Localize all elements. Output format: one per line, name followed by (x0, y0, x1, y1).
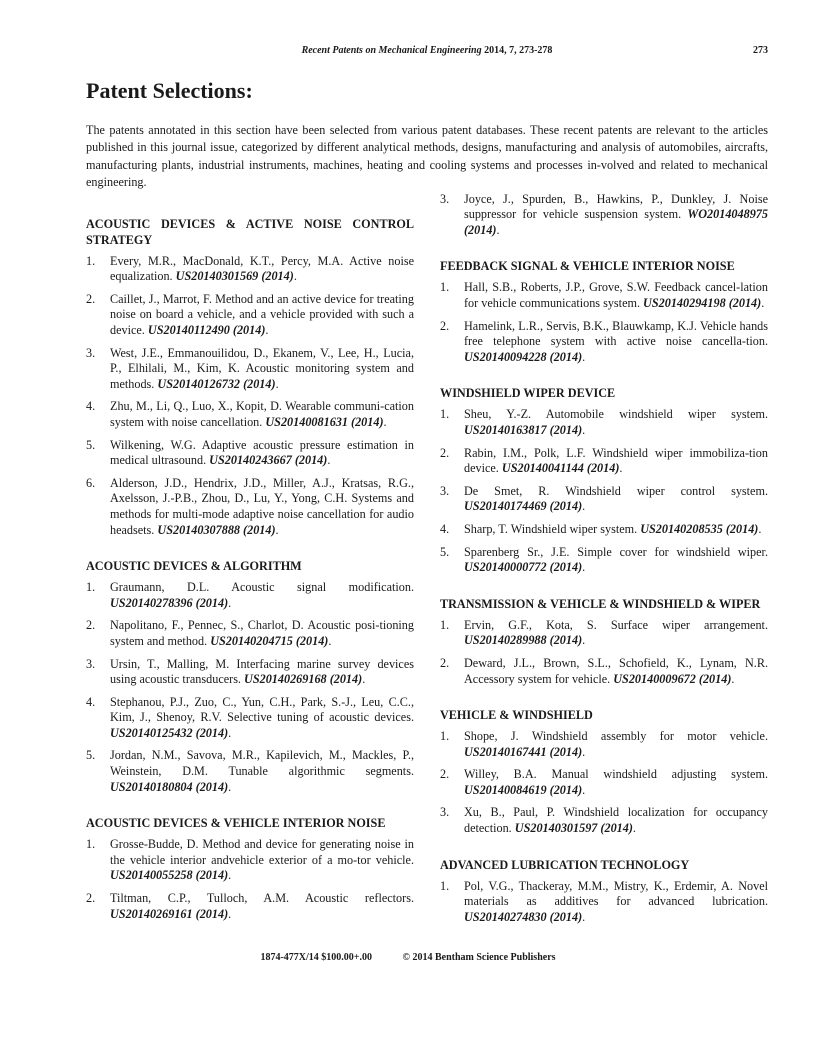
entry-number: 5. (86, 437, 96, 452)
entry-description: Deward, J.L., Brown, S.L., Schofield, K., Lynam, N.R. Accessory system for vehicle. (464, 655, 768, 686)
entry-text (464, 805, 768, 836)
entry-text (464, 192, 768, 239)
entry-period: . (582, 349, 586, 364)
entry-period: . (228, 868, 232, 883)
entry-description: Hall, S.B., Roberts, J.P., Grove, S.W. Feedback cancel-lation for vehicle communications system. (464, 280, 768, 310)
patent-number: US20140269161 (2014) (110, 906, 229, 921)
patent-entry (86, 891, 414, 922)
entry-period: . (228, 779, 232, 794)
entry-description: Napolitano, F., Pennec, S., Charlot, D. Acoustic posi-tioning system and method. (110, 618, 414, 648)
entry-number: 2. (440, 655, 450, 670)
patent-section (440, 258, 768, 365)
patent-number: US20140112490 (2014) (147, 323, 266, 337)
entry-period: . (293, 269, 297, 284)
entry-period: . (228, 906, 232, 921)
entry-description: West, J.E., Emmanouilidou, D., Ekanem, V., Lee, H., Lucia, P., Elhilali, M., Kim, K. Acoustic monitoring system and methods. (110, 345, 414, 391)
patent-entry (86, 292, 414, 339)
entry-text (464, 545, 768, 576)
entry-text (110, 476, 414, 538)
patent-entry (440, 192, 768, 239)
entry-text (110, 580, 414, 611)
patent-entry (440, 805, 768, 836)
entry-number: 1. (86, 837, 96, 852)
journal-citation: 2014, 7, 273-278 (481, 45, 553, 56)
entry-text (464, 319, 768, 366)
section-title: ACOUSTIC DEVICES & ALGORITHM (86, 559, 302, 574)
patent-number: US20140167441 (2014) (464, 744, 583, 759)
patent-entry (440, 319, 768, 366)
entry-description: Zhu, M., Li, Q., Luo, X., Kopit, D. Wearable communi-cation system with noise cancellation. (110, 399, 414, 429)
patent-number: US20140289988 (2014) (464, 633, 583, 648)
entry-number: 1. (86, 580, 96, 595)
entry-period: . (275, 376, 279, 391)
entry-period: . (582, 909, 586, 924)
patent-entry (86, 254, 414, 285)
entry-description: Rabin, I.M., Polk, L.F. Windshield wiper immobiliza-tion device. (464, 445, 768, 476)
page-title: Patent Selections: (86, 78, 253, 103)
entry-period: . (327, 453, 331, 468)
entry-description: Graumann, D.L. Acoustic signal modification. (110, 580, 414, 595)
patent-number: US20140094228 (2014) (464, 349, 583, 364)
entry-number: 3. (86, 345, 96, 360)
entry-period: . (383, 414, 387, 429)
patent-number: US20140041144 (2014) (501, 461, 620, 476)
patent-entry (86, 695, 414, 742)
entry-description: Xu, B., Paul, P. Windshield localization for occupancy detection. (464, 805, 768, 836)
entry-text (464, 280, 768, 311)
entry-text (110, 292, 414, 339)
entry-number: 1. (440, 617, 450, 632)
patent-number: US20140204715 (2014) (210, 633, 329, 648)
header-row (86, 44, 768, 60)
two-column-body (86, 192, 768, 926)
entry-description: Alderson, J.D., Hendrix, J.D., Miller, A.J., Kratsas, R.G., Axelsson, J.-P.B., Zhou, D., Lu, Y., Yong, C.H. Systems and methods for multi-mode adaptive noise cancellation for audio headsets. (110, 475, 414, 537)
entry-period: . (275, 522, 279, 537)
entry-text (110, 438, 414, 469)
patent-section (440, 707, 768, 837)
running-head (86, 44, 768, 58)
patent-section (86, 216, 414, 539)
entry-text (110, 891, 414, 922)
right-column (440, 192, 768, 926)
entry-period: . (731, 671, 735, 686)
entry-number: 1. (440, 280, 450, 295)
patent-section (440, 596, 768, 687)
entry-description: Sheu, Y.-Z. Automobile windshield wiper system. (464, 407, 768, 422)
patent-number: US20140208535 (2014) (640, 521, 759, 536)
patent-number: US20140243667 (2014) (209, 453, 328, 468)
entry-period: . (228, 595, 232, 610)
entry-description: Ursin, T., Malling, M. Interfacing marine survey devices using acoustic transducers. (110, 656, 414, 687)
entry-text (464, 767, 768, 798)
patent-number: US20140081631 (2014) (265, 414, 384, 429)
entry-text (464, 522, 768, 538)
patent-number: US20140269168 (2014) (244, 672, 363, 687)
entry-period: . (761, 296, 765, 310)
entry-description: Sparenberg Sr., J.E. Simple cover for windshield wiper. (464, 544, 768, 559)
patent-number: US20140307888 (2014) (157, 522, 276, 537)
entry-number: 4. (440, 521, 450, 536)
left-column (86, 192, 414, 923)
entry-number: 2. (440, 767, 450, 782)
entry-number: 2. (86, 618, 96, 633)
entry-description: Ervin, G.F., Kota, S. Surface wiper arrangement. (464, 617, 768, 632)
entry-description: Joyce, J., Spurden, B., Hawkins, P., Dunkley, J. Noise suppressor for vehicle suspension system. (464, 191, 768, 222)
entry-number: 4. (86, 694, 96, 709)
patent-entry (440, 484, 768, 515)
section-title: ADVANCED LUBRICATION TECHNOLOGY (440, 857, 690, 872)
entry-description: Grosse-Budde, D. Method and device for generating noise in the vehicle interior andvehicle exterior of a mo-tor vehicle. (110, 837, 414, 867)
patent-number: US20140301569 (2014) (175, 269, 294, 284)
entry-text (464, 407, 768, 438)
entry-number: 2. (86, 891, 96, 906)
patent-entry (86, 837, 414, 884)
patent-entry (86, 476, 414, 538)
patent-section (440, 192, 768, 239)
entry-number: 3. (440, 805, 450, 820)
entry-period: . (328, 633, 332, 648)
patent-section (440, 857, 768, 926)
patent-number: US20140055258 (2014) (110, 868, 229, 883)
entry-text (464, 656, 768, 687)
patent-entry (86, 346, 414, 393)
entry-text (464, 879, 768, 926)
entry-period: . (496, 222, 500, 237)
entry-period: . (582, 633, 586, 648)
patent-entry (86, 618, 414, 649)
entry-number: 1. (440, 878, 450, 893)
entry-number: 3. (86, 656, 96, 671)
entry-description: Willey, B.A. Manual windshield adjusting system. (464, 767, 768, 782)
patent-section (440, 385, 768, 575)
entry-description: Hamelink, L.R., Servis, B.K., Blauwkamp, K.J. Vehicle hands free telephone system with active noise cancella-tion. (464, 318, 768, 349)
patent-entry (440, 879, 768, 926)
patent-section (86, 815, 414, 922)
entry-text (464, 484, 768, 515)
patent-entry (86, 748, 414, 795)
entry-text (110, 618, 414, 649)
entry-number: 3. (440, 483, 450, 498)
section-title: ACOUSTIC DEVICES & ACTIVE NOISE CONTROL STRATEGY (86, 216, 414, 247)
patent-entry (440, 656, 768, 687)
entry-description: Tiltman, C.P., Tulloch, A.M. Acoustic reflectors. (110, 891, 414, 906)
patent-number: US20140174469 (2014) (464, 499, 583, 514)
journal-name: Recent Patents on Mechanical Engineering (301, 45, 482, 56)
patent-number: US20140126732 (2014) (157, 376, 276, 391)
patent-entry (440, 767, 768, 798)
entry-number: 1. (86, 253, 96, 268)
entry-text (110, 399, 414, 430)
section-title: FEEDBACK SIGNAL & VEHICLE INTERIOR NOISE (440, 259, 735, 274)
page-number: 273 (753, 45, 768, 56)
patent-section (86, 558, 414, 795)
entry-description: Caillet, J., Marrot, F. Method and an active device for treating noise on board a vehicle, and a vehicle provided with such a device. (110, 291, 414, 337)
patent-entry (440, 729, 768, 760)
entry-description: Stephanou, P.J., Zuo, C., Yun, C.H., Park, S.-J., Leu, C.C., Kim, J., Shenoy, R.V. Selective tuning of acoustic devices. (110, 694, 414, 725)
entry-number: 4. (86, 399, 96, 414)
patent-number: US20140000772 (2014) (464, 560, 583, 575)
entry-number: 2. (86, 291, 96, 306)
patent-entry (440, 280, 768, 311)
entry-number: 6. (86, 475, 96, 490)
entry-period: . (582, 744, 586, 759)
entry-period: . (265, 323, 269, 337)
patent-entry (86, 580, 414, 611)
entry-description: Shope, J. Windshield assembly for motor vehicle. (464, 729, 768, 744)
entry-text (464, 446, 768, 477)
patent-entry (86, 399, 414, 430)
footer-issn: 1874-477X/14 $100.00+.00 (260, 952, 372, 964)
entry-text (110, 748, 414, 795)
entry-description: Wilkening, W.G. Adaptive acoustic pressure estimation in medical ultrasound. (110, 437, 414, 468)
entry-description: Every, M.R., MacDonald, K.T., Percy, M.A. Active noise equalization. (110, 253, 414, 284)
patent-entry (440, 407, 768, 438)
patent-number: US20140163817 (2014) (464, 422, 583, 437)
entry-period: . (758, 521, 762, 536)
patent-entry (440, 618, 768, 649)
entry-description: Sharp, T. Windshield wiper system. (464, 521, 641, 536)
entry-text (110, 254, 414, 285)
section-title: ACOUSTIC DEVICES & VEHICLE INTERIOR NOISE (86, 816, 386, 831)
patent-number: US20140180804 (2014) (110, 779, 229, 794)
patent-number: US20140301597 (2014) (514, 821, 633, 836)
entry-period: . (582, 422, 586, 437)
entry-number: 5. (440, 544, 450, 559)
entry-number: 5. (86, 748, 96, 763)
section-title: WINDSHIELD WIPER DEVICE (440, 386, 616, 401)
section-title: VEHICLE & WINDSHIELD (440, 708, 593, 723)
patent-number: US20140278396 (2014) (110, 595, 229, 610)
intro-paragraph: The patents annotated in this section have been selected from various patent databases. These recent patents are relevant to the articles published in this journal issue, categorized by different analytical methods, designs, manufacturing and analysis of automobiles, aircrafts, manufacturing plants, industrial instruments, machines, heating and cooling systems and processes in-volved and related to mechanical engineering. (86, 123, 768, 190)
patent-entry (440, 545, 768, 576)
entry-period: . (582, 560, 586, 575)
entry-number: 1. (440, 729, 450, 744)
patent-number: US20140274830 (2014) (464, 909, 583, 924)
entry-period: . (619, 461, 623, 476)
entry-period: . (362, 672, 366, 687)
page-footer (0, 951, 816, 965)
patent-number: US20140125432 (2014) (110, 725, 229, 740)
footer-copyright: © 2014 Bentham Science Publishers (402, 952, 556, 964)
patent-number: US20140009672 (2014) (613, 671, 732, 686)
entry-number: 2. (440, 318, 450, 333)
patent-number: WO2014048975 (2014) (464, 207, 768, 237)
entry-period: . (632, 821, 636, 836)
entry-text (464, 618, 768, 649)
entry-number: 1. (440, 407, 450, 422)
entry-text (110, 837, 414, 884)
entry-description: Jordan, N.M., Savova, M.R., Kapilevich, M., Mackles, P., Weinstein, D.M. Tunable algorithmic segments. (110, 748, 414, 779)
patent-number: US20140294198 (2014) (643, 296, 762, 310)
patent-entry (440, 446, 768, 477)
entry-number: 2. (440, 445, 450, 460)
entry-text (110, 695, 414, 742)
patent-entry (86, 657, 414, 688)
entry-text (110, 657, 414, 688)
patent-entry (440, 522, 768, 538)
entry-description: Pol, V.G., Thackeray, M.M., Mistry, K., Erdemir, A. Novel materials as additives for advanced lubrication. (464, 878, 768, 909)
patent-entry (86, 438, 414, 469)
entry-text (464, 729, 768, 760)
entry-period: . (582, 499, 586, 514)
entry-period: . (582, 782, 586, 797)
entry-description: De Smet, R. Windshield wiper control system. (464, 483, 768, 498)
section-title: TRANSMISSION & VEHICLE & WINDSHIELD & WIPER (440, 596, 761, 611)
patent-number: US20140084619 (2014) (464, 782, 583, 797)
entry-text (110, 346, 414, 393)
entry-period: . (228, 725, 232, 740)
entry-number: 3. (440, 191, 450, 206)
